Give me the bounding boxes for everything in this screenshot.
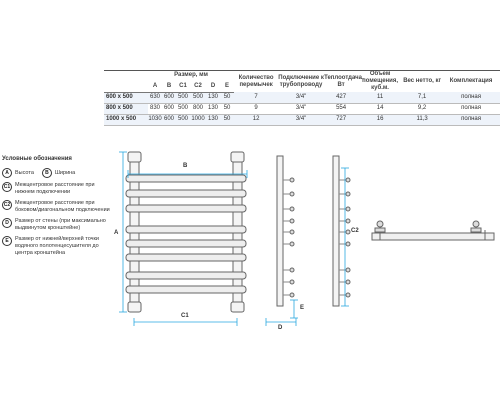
cell-kit: полная (442, 103, 500, 114)
dim-c2 (341, 168, 349, 306)
cell-bars: 7 (234, 92, 278, 103)
front-view (126, 152, 246, 312)
legend-key-e: E (2, 236, 12, 246)
header-bars: Количество перемычек (234, 71, 278, 93)
rung (126, 286, 246, 293)
cell-b: 600 (162, 103, 176, 114)
rung (126, 240, 246, 247)
legend-key-b: B (42, 168, 52, 178)
label-e: E (300, 305, 305, 311)
cell-e: 50 (220, 114, 234, 125)
left-bottom-cap (128, 302, 141, 312)
cell-c2: 800 (190, 103, 206, 114)
right-top-cap (231, 152, 244, 162)
sub-col-c1: C1 (176, 81, 190, 93)
cell-a: 830 (148, 103, 162, 114)
legend-text-a: Высота (15, 169, 34, 176)
sub-col-c2: C2 (190, 81, 206, 93)
cell-bars: 12 (234, 114, 278, 125)
side-view-2 (333, 156, 350, 306)
side-tube (277, 156, 283, 306)
legend-title: Условные обозначения (2, 156, 72, 162)
sub-col-d: D (206, 81, 220, 93)
rungs (126, 175, 246, 293)
sub-col-e: E (220, 81, 234, 93)
top-bar (372, 233, 494, 240)
cell-bars: 9 (234, 103, 278, 114)
top-view (372, 221, 494, 240)
cell-volume: 14 (358, 103, 402, 114)
cell-conn: 3/4" (278, 92, 324, 103)
cell-kit: полная (442, 92, 500, 103)
label-a: A (114, 230, 119, 236)
cell-size: 600 х 500 (104, 92, 148, 103)
cell-a: 1030 (148, 114, 162, 125)
cell-size: 1000 х 500 (104, 114, 148, 125)
header-weight: Вес нетто, кг (402, 71, 442, 93)
sub-col-a: A (148, 81, 162, 93)
cell-c1: 500 (176, 103, 190, 114)
cell-c1: 500 (176, 114, 190, 125)
legend-text-c2: Межцентровое расстояние при боковом/диагональном подключении (15, 200, 110, 213)
legend-key-c1: C1 (3, 184, 11, 190)
rung (126, 175, 246, 182)
cell-a: 630 (148, 92, 162, 103)
side-bar-end (290, 178, 294, 182)
cell-e: 50 (220, 103, 234, 114)
cell-size: 800 х 500 (104, 103, 148, 114)
legend-text-d: Размер от стены (при максимально выдвинутом кронштейне) (15, 218, 106, 231)
rung (126, 254, 246, 261)
cell-heat: 554 (324, 103, 358, 114)
label-d: D (278, 325, 283, 331)
sub-col-b: B (162, 81, 176, 93)
legend-text-e: Размер от нижней/верхней точки водяного полотенцесушителя до центра кронштейна (15, 236, 100, 256)
cell-volume: 11 (358, 92, 402, 103)
cell-d: 130 (206, 114, 220, 125)
cell-volume: 16 (358, 114, 402, 125)
legend-key-a: A (2, 168, 12, 178)
right-bottom-cap (231, 302, 244, 312)
side-view-1 (277, 156, 294, 306)
rung (126, 272, 246, 279)
top-valve-right (473, 221, 479, 227)
legend-key-c2: C2 (3, 202, 11, 208)
cell-c2: 1000 (190, 114, 206, 125)
cell-weight: 9,2 (402, 103, 442, 114)
top-valve-left (377, 221, 383, 227)
cell-weight: 7,1 (402, 92, 442, 103)
legend-text-c1: Межцентровое расстояние при нижнем подключении (15, 182, 95, 195)
cell-d: 130 (206, 103, 220, 114)
cell-weight: 11,3 (402, 114, 442, 125)
cell-c2: 500 (190, 92, 206, 103)
cell-d: 130 (206, 92, 220, 103)
legend-key-d: D (2, 218, 12, 228)
cell-conn: 3/4" (278, 103, 324, 114)
header-connection: Подключение к трубопроводу (278, 71, 324, 93)
cell-kit: полная (442, 114, 500, 125)
rung (126, 226, 246, 233)
cell-heat: 727 (324, 114, 358, 125)
header-volume: Объем помещения, куб.м. (358, 71, 402, 93)
cell-e: 50 (220, 92, 234, 103)
legend-text-b: Ширина (54, 169, 76, 176)
side-tube (333, 156, 339, 306)
header-heat: Теплоотдача, Вт (324, 71, 358, 93)
header-size: Размер, мм (148, 71, 234, 81)
cell-c1: 500 (176, 92, 190, 103)
cell-conn: 3/4" (278, 114, 324, 125)
cell-b: 600 (162, 114, 176, 125)
label-c1: C1 (181, 313, 189, 319)
label-c2: C2 (351, 228, 359, 234)
left-top-cap (128, 152, 141, 162)
rung (126, 190, 246, 197)
header-kit: Комплектация (442, 71, 500, 93)
rung (126, 205, 246, 212)
dim-e (290, 300, 298, 318)
label-b: B (183, 163, 188, 169)
cell-heat: 427 (324, 92, 358, 103)
cell-b: 600 (162, 92, 176, 103)
